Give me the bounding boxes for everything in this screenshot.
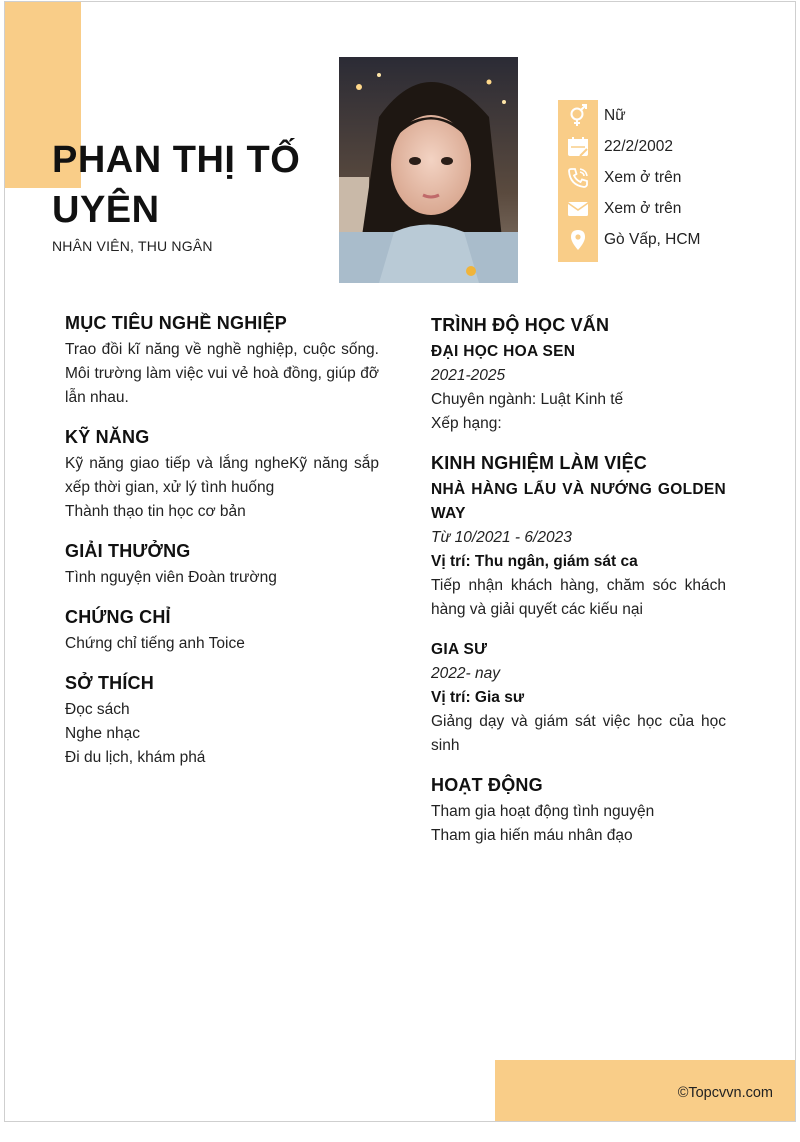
contact-phone: Xem ở trên <box>604 168 682 186</box>
hobby-item: Đọc sách <box>65 701 130 718</box>
activities-section <box>431 772 726 848</box>
contact-row-phone <box>558 162 758 193</box>
right-column <box>431 312 726 862</box>
experience-description: Tiếp nhận khách hàng, chăm sóc khách hàng và giải quyết các kiếu nại <box>431 577 726 618</box>
awards-title: GIẢI THƯỞNG <box>65 541 191 561</box>
skills-text: Kỹ năng giao tiếp và lắng ngheKỹ năng sắp xếp thời gian, xử lý tình huống <box>65 455 379 496</box>
education-period: 2021-2025 <box>431 367 506 384</box>
contact-gender: Nữ <box>604 106 626 124</box>
contact-email: Xem ở trên <box>604 199 682 217</box>
hobbies-section <box>65 670 379 770</box>
education-section <box>431 312 726 436</box>
location-pin-icon <box>558 224 598 255</box>
experience-position: Vị trí: Thu ngân, giám sát ca <box>431 553 638 570</box>
contact-row-email <box>558 193 758 224</box>
objective-section <box>65 310 379 410</box>
education-rank: Xếp hạng: <box>431 415 502 432</box>
experience-company: NHÀ HÀNG LẨU VÀ NƯỚNG GOLDEN WAY <box>431 481 726 522</box>
objective-title: MỤC TIÊU NGHỀ NGHIỆP <box>65 313 288 333</box>
certificates-item: Chứng chỉ tiếng anh Toice <box>65 635 245 652</box>
copyright-text: ©Topcvvn.com <box>677 1085 773 1101</box>
hobby-item: Nghe nhạc <box>65 725 140 742</box>
phone-icon <box>558 162 598 193</box>
experience-description: Giảng dạy và giám sát việc học của học sinh <box>431 713 726 754</box>
left-column <box>65 310 379 784</box>
certificates-title: CHỨNG CHỈ <box>65 607 171 627</box>
certificates-section <box>65 604 379 656</box>
education-major: Chuyên ngành: Luật Kinh tế <box>431 391 624 408</box>
activities-title: HOẠT ĐỘNG <box>431 775 543 795</box>
awards-section <box>65 538 379 590</box>
contact-row-location <box>558 224 758 255</box>
awards-item: Tình nguyện viên Đoàn trường <box>65 569 277 586</box>
contact-birthday: 22/2/2002 <box>604 137 673 155</box>
hobby-item: Đi du lịch, khám phá <box>65 749 206 766</box>
contact-row-gender <box>558 100 758 131</box>
skills-section <box>65 424 379 524</box>
experience-item <box>431 638 726 758</box>
candidate-name-line2: UYÊN <box>52 189 160 231</box>
objective-text: Trao đồi kĩ năng về nghề nghiệp, cuộc sống. Môi trường làm việc vui vẻ hoà đồng, giúp đỡ lẫn nhau. <box>65 341 379 406</box>
hobbies-title: SỞ THÍCH <box>65 673 154 693</box>
activity-item: Tham gia hiến máu nhân đạo <box>431 827 633 844</box>
activity-item: Tham gia hoạt động tình nguyện <box>431 803 655 820</box>
calendar-icon <box>558 131 598 162</box>
experience-position: Vị trí: Gia sư <box>431 689 525 706</box>
cv-page <box>4 1 796 1122</box>
experience-section <box>431 450 726 758</box>
contact-row-birthday <box>558 131 758 162</box>
candidate-name-line1: PHAN THỊ TỐ <box>52 139 301 181</box>
contact-location: Gò Vấp, HCM <box>604 230 701 248</box>
education-title: TRÌNH ĐỘ HỌC VẤN <box>431 315 610 335</box>
skills-title: KỸ NĂNG <box>65 427 150 447</box>
experience-item <box>431 478 726 622</box>
experience-title: KINH NGHIỆM LÀM VIỆC <box>431 453 648 473</box>
experience-company: GIA SƯ <box>431 641 488 658</box>
experience-period: 2022- nay <box>431 665 500 682</box>
profile-photo <box>339 57 518 283</box>
gender-icon <box>558 100 598 131</box>
education-school: ĐẠI HỌC HOA SEN <box>431 343 576 360</box>
skills-line2: Thành thạo tin học cơ bản <box>65 503 246 520</box>
candidate-name <box>52 135 342 235</box>
email-icon <box>558 193 598 224</box>
job-title: NHÂN VIÊN, THU NGÂN <box>52 238 213 254</box>
experience-period: Từ 10/2021 - 6/2023 <box>431 529 572 546</box>
